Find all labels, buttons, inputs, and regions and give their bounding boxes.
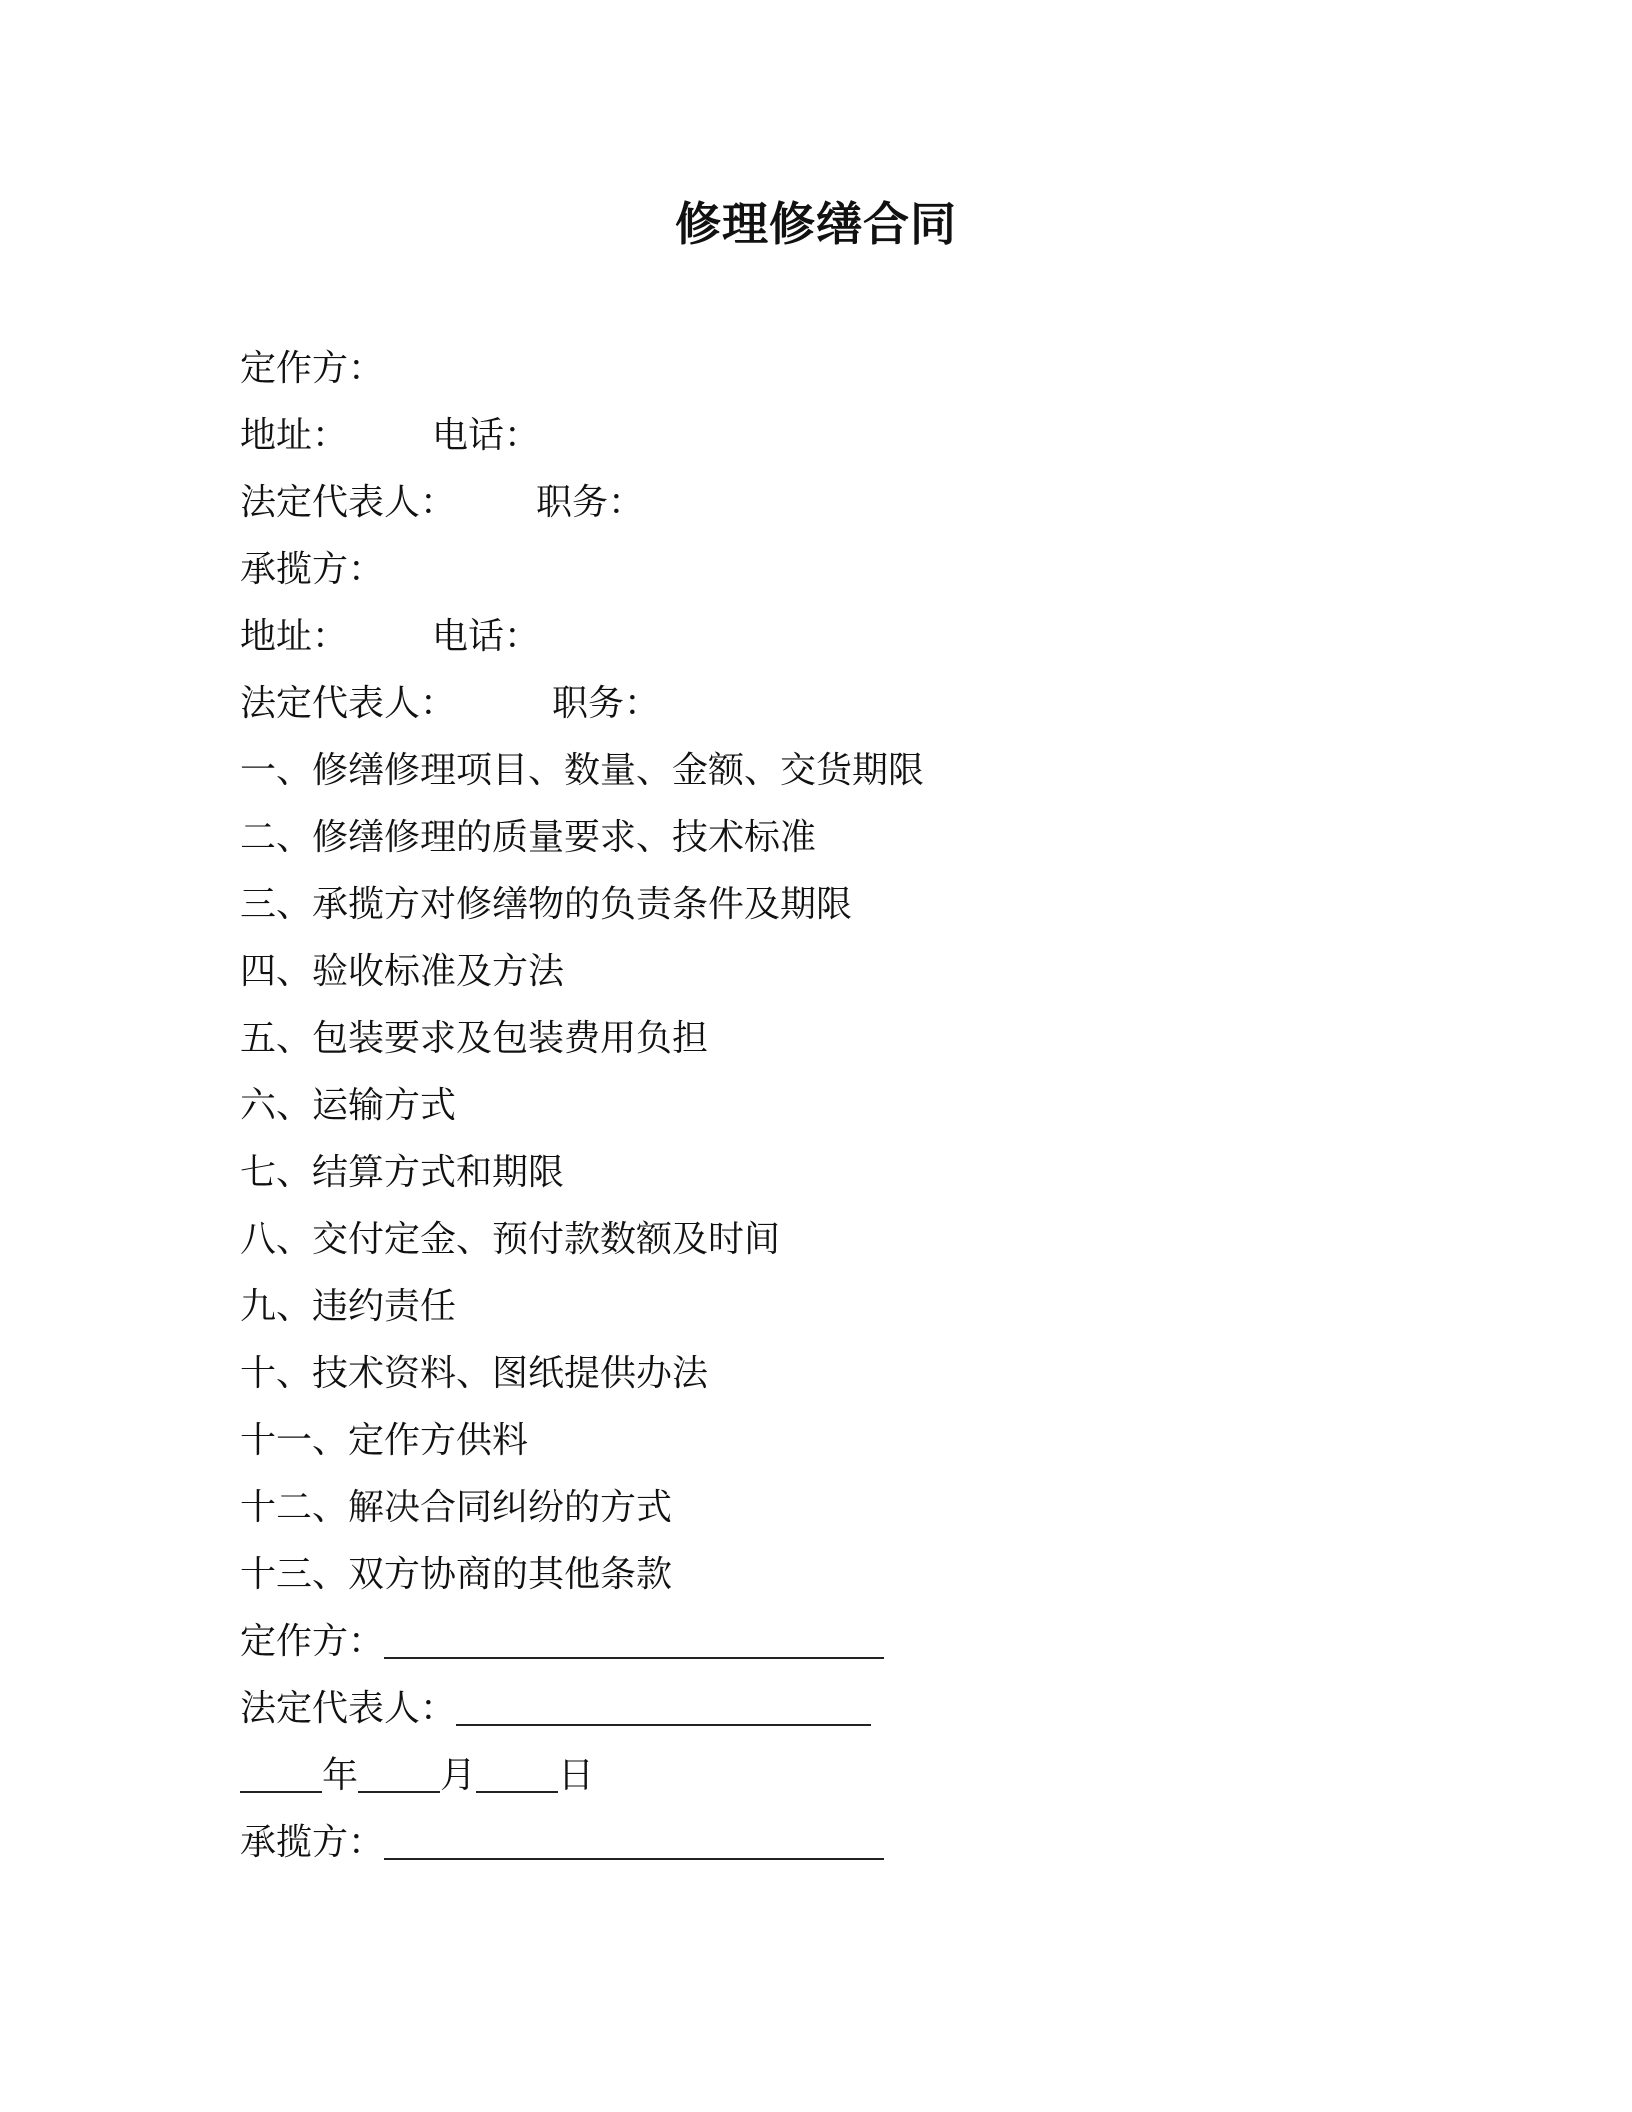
contractor-line	[240, 547, 1440, 614]
clause-5: 五、包装要求及包装费用负担	[240, 1018, 709, 1059]
client-address-line	[240, 413, 1440, 480]
sign-contractor-label: 承揽方：	[240, 1822, 385, 1863]
sign-client-line	[240, 1619, 1440, 1686]
clause-11: 十一、定作方供料	[240, 1420, 529, 1461]
contractor-address-label: 地址：	[240, 616, 349, 657]
clause-6: 六、运输方式	[240, 1085, 457, 1126]
client-rep-label: 法定代表人：	[240, 482, 457, 523]
sign-contractor-line	[240, 1820, 1440, 1887]
client-phone-label: 电话：	[432, 415, 541, 456]
contractor-rep-line	[240, 681, 1440, 748]
contractor-rep-label: 法定代表人：	[240, 683, 457, 724]
month-blank[interactable]	[358, 1755, 440, 1793]
clause-12: 十二、解决合同纠纷的方式	[240, 1487, 673, 1528]
day-blank[interactable]	[476, 1755, 558, 1793]
sign-client-blank[interactable]	[384, 1621, 884, 1659]
sign-rep-label: 法定代表人：	[240, 1688, 457, 1729]
client-label: 定作方：	[240, 348, 385, 389]
clause-13: 十三、双方协商的其他条款	[240, 1554, 673, 1595]
clause-4: 四、验收标准及方法	[240, 951, 565, 992]
client-line	[240, 346, 1440, 413]
year-label: 年	[322, 1755, 359, 1796]
clause-8: 八、交付定金、预付款数额及时间	[240, 1219, 781, 1260]
document-title: 修理修缮合同	[675, 197, 957, 251]
sign-rep-blank[interactable]	[456, 1688, 871, 1726]
clause-3: 三、承揽方对修缮物的负责条件及期限	[240, 884, 853, 925]
client-rep-line	[240, 480, 1440, 547]
clause-7: 七、结算方式和期限	[240, 1152, 565, 1193]
month-label: 月	[440, 1755, 477, 1796]
sign-contractor-blank[interactable]	[384, 1822, 884, 1860]
client-address-label: 地址：	[240, 415, 349, 456]
contractor-address-line	[240, 614, 1440, 681]
sign-client-label: 定作方：	[240, 1621, 385, 1662]
clause-1: 一、修缮修理项目、数量、金额、交货期限	[240, 750, 925, 791]
contractor-label: 承揽方：	[240, 549, 385, 590]
document-body	[240, 346, 1440, 1887]
contractor-phone-label: 电话：	[432, 616, 541, 657]
clause-9: 九、违约责任	[240, 1286, 457, 1327]
day-label: 日	[558, 1755, 595, 1796]
client-position-label: 职务：	[536, 482, 645, 523]
year-blank[interactable]	[240, 1755, 322, 1793]
clause-2: 二、修缮修理的质量要求、技术标准	[240, 817, 817, 858]
sign-rep-line	[240, 1686, 1440, 1753]
contractor-position-label: 职务：	[552, 683, 661, 724]
clause-10: 十、技术资料、图纸提供办法	[240, 1353, 709, 1394]
sign-date-line	[240, 1753, 1440, 1820]
